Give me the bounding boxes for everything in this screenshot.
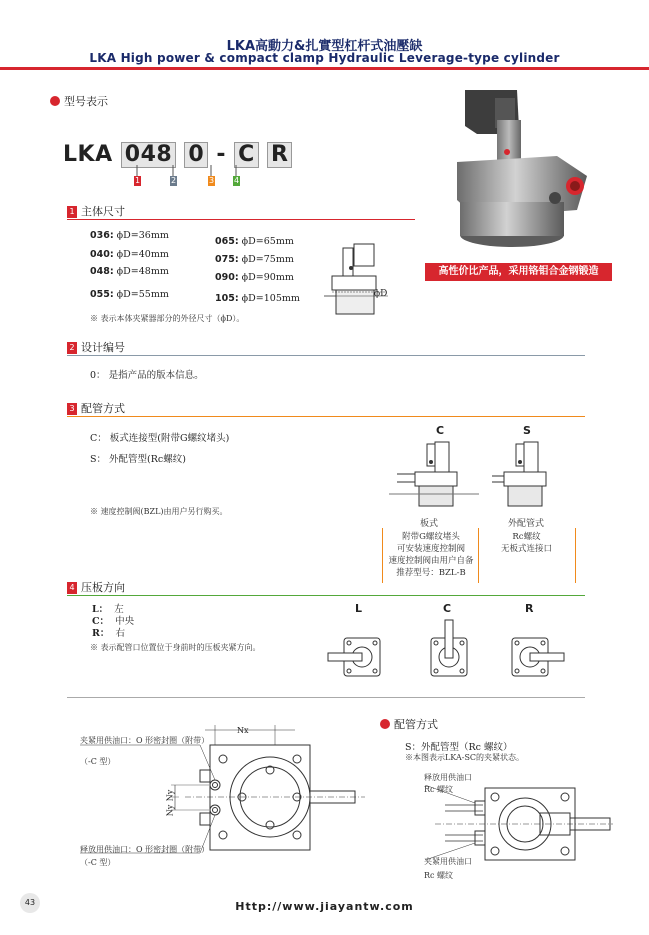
section-2-item: 0： 是指产品的版本信息。 <box>90 370 204 381</box>
piping-s-note: ※本图表示LKA-SC的夹紧状态。 <box>405 753 525 762</box>
section-2-rule <box>67 355 585 356</box>
piping-type-c: C： 板式连接型(附带G螺纹堵头) <box>90 433 230 444</box>
model-leader-lines <box>125 165 265 195</box>
piping-c-desc: 附带G螺纹堵头 可安装速度控制阀 速度控制阀由用户自备 推荐型号：BZL-B <box>388 532 474 578</box>
size-036: 036: ϕD=36mm <box>90 230 169 241</box>
body-diameter-figure <box>318 240 408 320</box>
section-1-note: ※ 表示本体夹紧器部分的外径尺寸（ϕD）。 <box>90 314 245 323</box>
fig-label-c: C <box>436 424 445 437</box>
model-part-piping: C <box>234 142 259 168</box>
clamp-rc-label: 夹紧用供油口 <box>424 857 472 866</box>
section-1-title: 主体尺寸 <box>81 205 125 218</box>
section-4-rule <box>67 595 585 596</box>
fig-label-s: S <box>523 424 531 437</box>
release-port-label: 释放用供油口：O 形密封圈（附带） <box>80 845 210 854</box>
direction-c: C： 中央 <box>92 616 135 627</box>
fig-caption-c: 板式 <box>420 519 439 529</box>
header-title-en: LKA High power & compact clamp Hydraulic Leverage-type cylinder <box>89 51 560 65</box>
release-rc-label: 释放用供油口 <box>424 773 472 782</box>
size-065: 065: ϕD=65mm <box>215 236 294 247</box>
dim-phi-d: ϕD <box>374 289 388 299</box>
dim-ny-2: Ny <box>165 804 175 817</box>
dir-fig-label-r: R <box>525 602 534 615</box>
size-048: 048: ϕD=48mm <box>90 266 169 277</box>
marker-4: 4 <box>233 176 240 185</box>
dim-nx: Nx <box>237 726 249 735</box>
section-4-note: ※ 表示配管口位置位于身前时的压板夹紧方向。 <box>90 643 261 652</box>
marker-3: 3 <box>208 176 215 185</box>
release-rc-sub: Rc 螺纹 <box>424 785 454 794</box>
direction-l: L： 左 <box>92 604 124 615</box>
marker-1: 1 <box>134 176 141 185</box>
piping-heading <box>380 716 438 732</box>
model-part-design: 0 <box>184 142 208 168</box>
feature-banner: 高性价比产品，采用铬钼合金钢锻造 <box>425 263 612 281</box>
piping-s-figure <box>490 440 570 510</box>
size-055: 055: ϕD=55mm <box>90 289 169 300</box>
model-heading <box>50 93 108 109</box>
dir-fig-label-l: L <box>355 602 363 615</box>
section-1-number: 1 <box>67 206 77 218</box>
section-2-number: 2 <box>67 342 77 354</box>
clamp-port-label: 夹紧用供油口：O 形密封圈（附带） <box>80 736 210 745</box>
model-part-dash: - <box>216 142 226 167</box>
product-photo <box>437 90 597 250</box>
header-title-cn: LKA高動力&扎實型杠杆式油壓缺 <box>226 39 423 54</box>
section-3-rule <box>67 416 585 417</box>
section-1-heading <box>67 206 125 218</box>
release-port-type: （-C 型） <box>80 858 116 867</box>
fig-caption-s: 外配管式 <box>508 519 545 529</box>
section-3-number: 3 <box>67 403 77 415</box>
direction-r-figure <box>508 632 568 682</box>
model-prefix: LKA <box>63 142 113 167</box>
bullet-icon <box>50 96 60 106</box>
size-090: 090: ϕD=90mm <box>215 272 294 283</box>
footer-url[interactable]: Http://www.jiayantw.com <box>235 900 414 913</box>
dir-fig-label-c: C <box>443 602 452 615</box>
section-4-title: 压板方向 <box>81 581 125 594</box>
size-105: 105: ϕD=105mm <box>215 293 300 304</box>
section-4-heading <box>67 582 125 594</box>
model-part-direction: R <box>267 142 292 168</box>
section-4-number: 4 <box>67 582 77 594</box>
marker-2: 2 <box>170 176 177 185</box>
bullet-icon-2 <box>380 719 390 729</box>
dim-ny-1: Ny <box>165 789 175 802</box>
model-part-size: 048 <box>121 142 176 168</box>
piping-s-line: S：外配管型（Rc 螺纹） <box>405 742 513 753</box>
direction-l-figure <box>326 632 386 682</box>
piping-type-s: S： 外配管型(Rc螺纹) <box>90 454 186 465</box>
direction-c-figure <box>423 618 473 683</box>
header-rule <box>0 67 649 70</box>
piping-s-drawing <box>415 785 615 865</box>
clamp-port-type: （-C 型） <box>80 757 116 766</box>
section-divider <box>67 697 585 698</box>
page-number: 43 <box>20 893 40 913</box>
piping-s-desc: Rc螺纹 无板式连接口 <box>500 532 552 554</box>
size-075: 075: ϕD=75mm <box>215 254 294 265</box>
clamp-rc-sub: Rc 螺纹 <box>424 871 454 880</box>
direction-r: R： 右 <box>92 628 125 639</box>
section-2-heading <box>67 342 125 354</box>
section-3-title: 配管方式 <box>81 402 125 415</box>
section-3-note: ※ 速度控制阀(BZL)由用户另行购买。 <box>90 507 228 516</box>
piping-c-figure <box>389 440 479 510</box>
model-heading-text: 型号表示 <box>64 95 108 108</box>
piping-heading-text: 配管方式 <box>394 718 438 731</box>
section-2-title: 设计编号 <box>81 341 125 354</box>
section-1-rule <box>67 219 415 220</box>
size-040: 040: ϕD=40mm <box>90 249 169 260</box>
section-3-heading <box>67 403 125 415</box>
